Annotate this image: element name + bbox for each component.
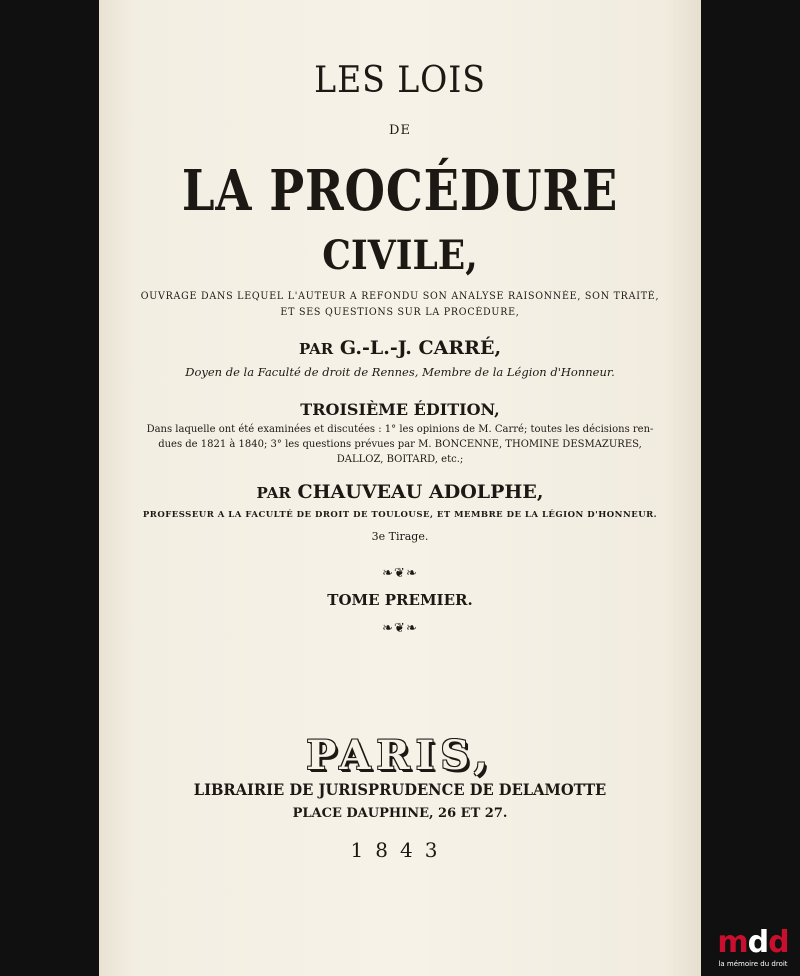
ornament-divider-top: ❧❦❧ bbox=[382, 566, 418, 581]
editor-role: PROFESSEUR A LA FACULTÉ DE DROIT DE TOULOUSE, ET MEMBRE DE LA LÉGION D'HONNEUR. bbox=[142, 510, 658, 520]
imprint-year: 1843 bbox=[350, 838, 450, 862]
volume-label: TOME PREMIER. bbox=[327, 591, 473, 609]
title-page bbox=[99, 0, 701, 976]
mdd-logo-tagline: la mémoire du droit bbox=[718, 960, 788, 968]
edition-description-line-3: DALLOZ, BOITARD, etc.; bbox=[336, 454, 464, 465]
edition-description-line-1: Dans laquelle ont été examinées et discutées : 1° les opinions de M. Carré; toutes les décisions ren- bbox=[146, 424, 654, 435]
subtitle-line-2: ET SES QUESTIONS SUR LA PROCÉDURE, bbox=[280, 307, 520, 318]
editor-line bbox=[99, 481, 701, 503]
title-de: DE bbox=[389, 123, 411, 138]
editor-name: CHAUVEAU ADOLPHE, bbox=[297, 481, 544, 503]
mdd-logo bbox=[712, 925, 794, 968]
author-prefix: PAR bbox=[298, 340, 334, 358]
author-line bbox=[99, 337, 701, 359]
ornament-divider-bottom: ❧❦❧ bbox=[382, 621, 418, 636]
imprint-address: PLACE DAUPHINE, 26 ET 27. bbox=[292, 806, 508, 821]
author-role: Doyen de la Faculté de droit de Rennes, Membre de la Légion d'Honneur. bbox=[185, 365, 615, 379]
subtitle-line-1: OUVRAGE DANS LEQUEL L'AUTEUR A REFONDU SON ANALYSE RAISONNÉE, SON TRAITÉ, bbox=[140, 291, 660, 302]
title-line-les-lois: LES LOIS bbox=[314, 60, 486, 101]
editor-prefix: PAR bbox=[256, 484, 291, 502]
imprint-city: PARIS, bbox=[306, 732, 494, 779]
printing-note: 3e Tirage. bbox=[371, 530, 429, 543]
author-name: G.-L.-J. CARRÉ, bbox=[339, 337, 502, 359]
title-line-la-procedure: LA PROCÉDURE bbox=[181, 158, 619, 224]
left-background-strip bbox=[0, 0, 99, 976]
mdd-logo-mark: mdd bbox=[717, 925, 789, 960]
imprint-publisher: LIBRAIRIE DE JURISPRUDENCE DE DELAMOTTE bbox=[193, 780, 607, 799]
right-background-strip bbox=[701, 0, 800, 976]
title-line-civile: CIVILE, bbox=[322, 232, 478, 279]
edition-heading: TROISIÈME ÉDITION, bbox=[300, 400, 500, 419]
edition-description-line-2: dues de 1821 à 1840; 3° les questions prévues par M. BONCENNE, THOMINE DESMAZURES, bbox=[158, 439, 642, 450]
